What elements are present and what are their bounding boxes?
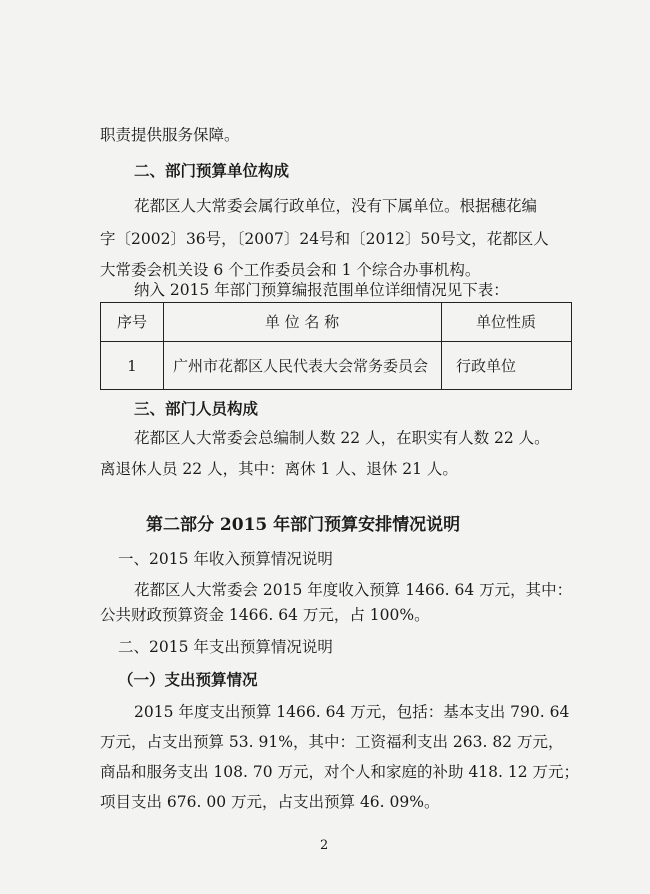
paragraph-line: 项目支出 676. 00 万元，占支出预算 46. 09%。	[100, 793, 440, 811]
page-number: 2	[320, 838, 329, 853]
subsection-heading: （一）支出预算情况	[118, 670, 258, 689]
table-header-cell: 单 位 名 称	[264, 313, 340, 331]
section-heading: 二、2015 年支出预算情况说明	[118, 638, 333, 656]
section-heading: 二、部门预算单位构成	[134, 161, 290, 180]
paragraph-line: 字〔2002〕36号，〔2007〕24号和〔2012〕50号文，花都区人	[100, 230, 549, 248]
paragraph-line: 公共财政预算资金 1466. 64 万元，占 100%。	[100, 606, 430, 624]
paragraph-line: 2015 年度支出预算 1466. 64 万元，包括：基本支出 790. 64	[134, 703, 570, 721]
paragraph-line: 花都区人大常委会属行政单位，没有下属单位。根据穗花编	[134, 197, 538, 215]
section-heading: 一、2015 年收入预算情况说明	[118, 550, 333, 568]
paragraph-line: 纳入 2015 年部门预算编报范围单位详细情况见下表：	[134, 281, 509, 299]
paragraph-line: 大常委会机关设 6 个工作委员会和 1 个综合办事机构。	[100, 261, 481, 279]
paragraph-line: 离退休人员 22 人，其中：离休 1 人、退休 21 人。	[100, 460, 458, 478]
paragraph-line: 花都区人大常委会总编制人数 22 人，在职实有人数 22 人。	[134, 429, 550, 447]
paragraph-line: 花都区人大常委会 2015 年度收入预算 1466. 64 万元，其中：	[134, 581, 573, 599]
paragraph-line: 职责提供服务保障。	[100, 126, 240, 144]
part-title: 第二部分 2015 年部门预算安排情况说明	[146, 515, 461, 535]
section-heading: 三、部门人员构成	[134, 399, 259, 418]
table-cell: 行政单位	[456, 357, 517, 375]
table-cell: 1	[127, 357, 137, 375]
table-header-cell: 序号	[116, 313, 148, 331]
paragraph-line: 商品和服务支出 108. 70 万元，对个人和家庭的补助 418. 12 万元；	[100, 763, 580, 781]
unit-table	[100, 302, 572, 390]
table-header-cell: 单位性质	[475, 313, 537, 331]
paragraph-line: 万元，占支出预算 53. 91%，其中：工资福利支出 263. 82 万元，	[100, 733, 564, 751]
table-cell: 广州市花都区人民代表大会常务委员会	[173, 357, 429, 375]
